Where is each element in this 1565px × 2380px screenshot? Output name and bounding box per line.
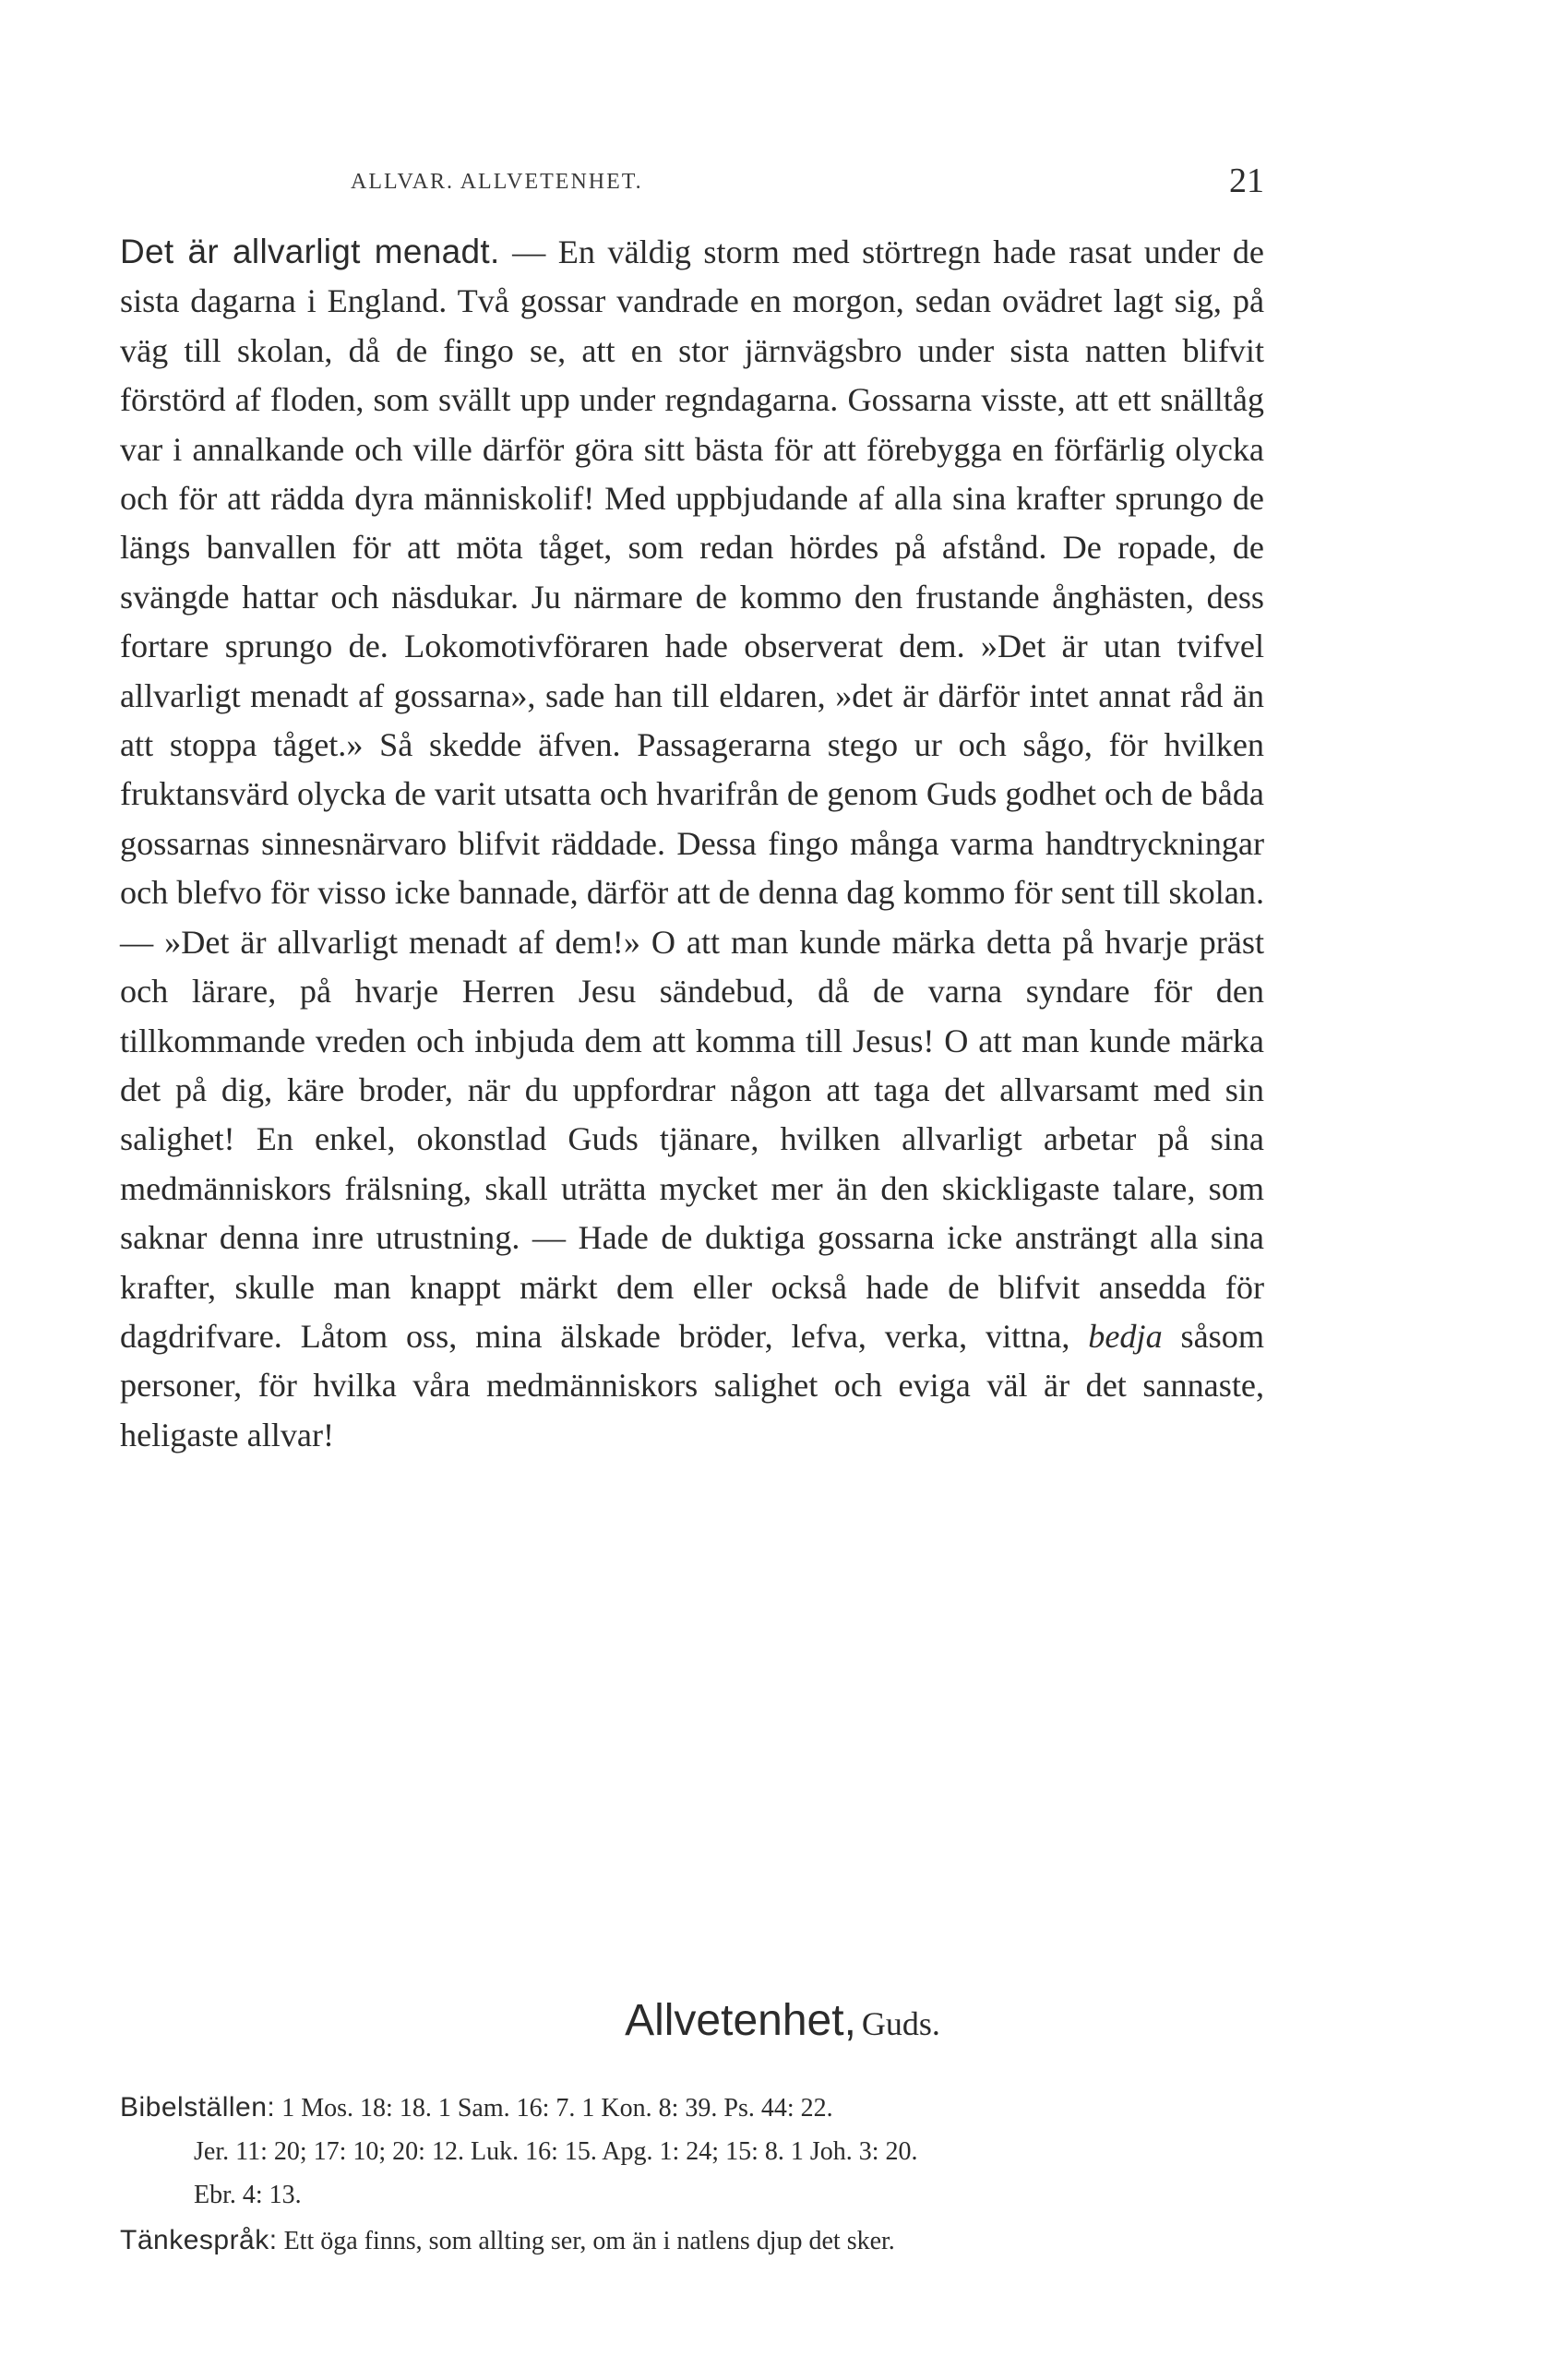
bible-references-line-3: Ebr. 4: 13. <box>194 2181 302 2209</box>
running-title: ALLVAR. ALLVETENHET. <box>351 170 643 194</box>
article-paragraph <box>120 227 1264 1460</box>
article-lead: Det är allvarligt menadt. <box>120 233 500 270</box>
section-heading-sub: Guds. <box>861 2005 940 2042</box>
bible-references-line-1: 1 Mos. 18: 18. 1 Sam. 16: 7. 1 Kon. 8: 39. Ps. 44: 22. <box>281 2094 833 2123</box>
article-emphasis: bedja <box>1088 1317 1163 1355</box>
page-number: 21 <box>1229 161 1264 200</box>
article-text-part-2: såsom personer, för hvilka våra medmänniskors salighet och eviga väl är det sannaste, heligaste allvar! <box>120 1317 1264 1453</box>
section-heading-main: Allvetenhet, <box>625 1996 856 2045</box>
article-text-part-1: — En väldig storm med störtregn hade rasat under de sista dagarna i England. Två gossar vandrade en morgon, sedan ovädret lagt sig, på väg till skolan, då de fingo se, att en stor järnvägsbro under sista natten blifvit förstörd af floden, som svällt upp under regndagarna. Gossarna visste, att ett snälltåg var i annalkande och ville därför göra sitt bästa för att förebygga en förfärlig olycka och för att rädda dyra människolif! Med uppbjudande af alla sina krafter sprungo de längs banvallen för att möta tåget, som redan hördes på afstånd. De ropade, de svängde hattar och näsdukar. Ju närmare de kommo den frustande ånghästen, dess fortare sprungo de. Lokomotivföraren hade observerat dem. »Det är utan tvifvel allvarligt menadt af gossarna», sade han till eldaren, »det är därför intet annat råd än att stoppa tåget.» Så skedde äfven. Passagerarna stego ur och sågo, för hvilken fruktansvärd olycka de varit utsatta och hvarifrån de genom Guds godhet och de båda gossarnas sinnesnärvaro blifvit räddade. Dessa fingo många varma handtryckningar och blefvo för visso icke bannade, därför att de denna dag kommo för sent till skolan. — »Det är allvarligt menadt af dem!» O att man kunde märka detta på hvarje präst och lärare, på hvarje Herren Jesu sändebud, då de varna syndare för den tillkommande vreden och inbjuda dem att komma till Jesus! O att man kunde märka det på dig, käre broder, när du uppfordrar någon att taga det allvarsamt med sin salighet! En enkel, okonstlad Guds tjänare, hvilken allvarligt arbetar på sina medmänniskors frälsning, skall uträtta mycket mer än den skickligaste talare, som saknar denna inre utrustning. — Hade de duktiga gossarna icke ansträngt alla sina krafter, skulle man knappt märkt dem eller också hade de blifvit ansedda för dagdrifvare. Låtom oss, mina älskade bröder, lefva, verka, vittna, <box>120 233 1264 1355</box>
bible-references <box>120 2086 1264 2217</box>
thought-saying <box>120 2219 1264 2263</box>
bible-references-label: Bibelställen: <box>120 2092 276 2123</box>
section-heading <box>0 1995 1565 2046</box>
bible-references-line-2: Jer. 11: 20; 17: 10; 20: 12. Luk. 16: 15. Apg. 1: 24; 15: 8. 1 Joh. 3: 20. <box>194 2137 918 2166</box>
thought-saying-text: Ett öga finns, som allting ser, om än i natlens djup det sker. <box>283 2227 895 2255</box>
thought-saying-label: Tänkespråk: <box>120 2225 278 2255</box>
running-head <box>120 157 1264 212</box>
